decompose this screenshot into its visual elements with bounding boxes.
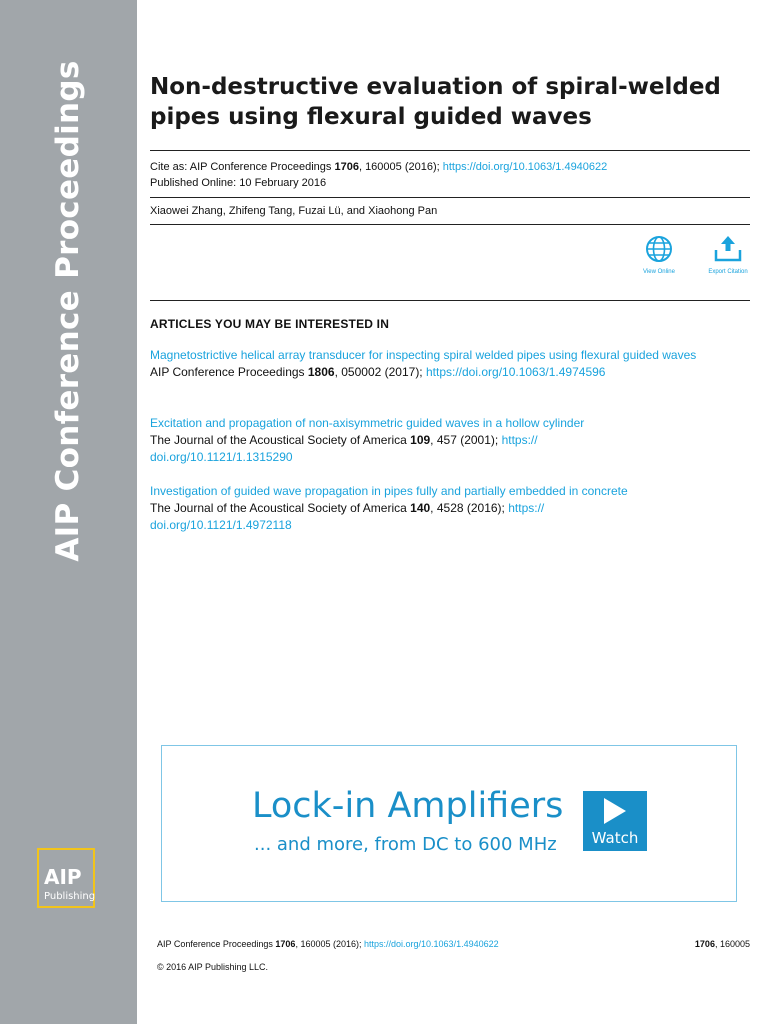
watch-button[interactable] [583,791,647,851]
logo-text-aip: AIP [44,865,82,889]
related-article-details: , 4528 (2016); [430,501,509,515]
paper-title: Non-destructive evaluation of spiral-welded pipes using flexural guided waves [150,74,721,130]
divider [150,300,750,301]
view-online-label: View Online [643,269,675,275]
cite-rest: , 160005 (2016); [358,161,443,173]
related-article-title[interactable]: Investigation of guided wave propagation in pipes fully and partially embedded in concrete [150,484,628,498]
footer-page-ref [670,938,750,950]
related-article-journal: The Journal of the Acoustical Society of America [150,433,411,447]
related-article-details: , 457 (2001); [430,433,502,447]
divider [150,197,750,198]
related-article-details: , 050002 (2017); [334,365,426,379]
related-article-volume: 1806 [307,365,335,379]
authors: Xiaowei Zhang, Zhifeng Tang, Fuzai Lü, and Xiaohong Pan [150,205,438,217]
view-online-button[interactable] [629,234,689,275]
ad-headline: Lock-in Amplifiers [252,786,564,826]
related-article-title[interactable]: Excitation and propagation of non-axisymmetric guided waves in a hollow cylinder [150,416,585,430]
journal-vertical-title: AIP Conference Proceedings [50,60,86,562]
citation-line [150,159,607,175]
related-article-doi-link-cont[interactable]: doi.org/10.1121/1.1315290 [150,450,293,464]
related-article-doi-link[interactable]: https:// [501,433,538,447]
ad-subline: ... and more, from DC to 600 MHz [254,834,557,855]
cite-volume: 1706 [334,161,359,173]
footer-cite-rest: , 160005 (2016); [295,939,364,949]
related-article-journal: AIP Conference Proceedings [150,365,308,379]
cite-prefix: Cite as: AIP Conference Proceedings [150,161,335,173]
export-citation-label: Export Citation [708,269,748,275]
related-article [150,483,750,534]
footer-page-volume: 1706 [694,939,715,949]
aip-publishing-logo[interactable] [37,848,95,908]
related-article-title[interactable]: Magnetostrictive helical array transducer for inspecting spiral welded pipes using flexural guided waves [150,348,697,362]
related-article-doi-link[interactable]: https:// [508,501,545,515]
footer-cite-volume: 1706 [275,939,296,949]
divider [150,150,750,151]
divider [150,224,750,225]
globe-icon [644,234,674,264]
footer-page-number: , 160005 [714,939,750,949]
related-article-volume: 140 [410,501,431,515]
paper-doi-link[interactable]: https://doi.org/10.1063/1.4940622 [442,161,608,173]
related-article-journal: The Journal of the Acoustical Society of America [150,501,411,515]
related-article [150,415,750,466]
related-article [150,347,750,381]
play-icon [604,798,626,824]
export-icon [713,234,743,264]
related-articles-heading: ARTICLES YOU MAY BE INTERESTED IN [150,317,390,331]
related-article-doi-link-cont[interactable]: doi.org/10.1121/1.4972118 [150,518,292,532]
footer-cite-prefix: AIP Conference Proceedings [157,939,276,949]
export-citation-button[interactable] [698,234,758,275]
footer-doi-link[interactable]: https://doi.org/10.1063/1.4940622 [364,939,499,949]
published-date: Published Online: 10 February 2016 [150,177,327,189]
sidebar [0,0,137,1024]
watch-label: Watch [591,829,639,847]
logo-text-publishing: Publishing [44,891,96,902]
advertisement-banner[interactable] [161,745,737,902]
footer-copyright: © 2016 AIP Publishing LLC. [157,962,269,972]
related-article-volume: 109 [410,433,431,447]
footer-citation [157,938,577,950]
related-article-doi-link[interactable]: https://doi.org/10.1063/1.4974596 [425,365,606,379]
